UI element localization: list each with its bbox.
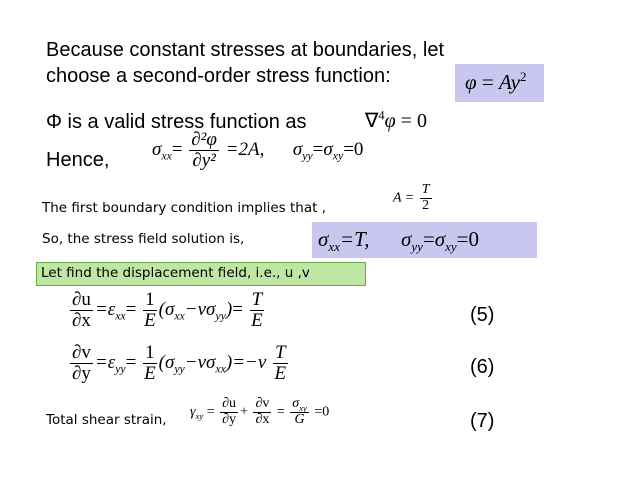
equation-7: $\gamma_{xy}$ = $\frac{\partial u}{\partial y}$ + $\frac{\partial v}{\partial x}$ = $\frac{\sigma_{xy}}{G}$ =0 [190,396,330,427]
valid-stress-text: Φ is a valid stress function as [46,111,307,133]
biharmonic-equation: ∇$^4$φ = 0 [365,108,427,132]
hence-label: Hence, [46,149,110,171]
shear-strain-label: Total shear strain, [46,412,167,428]
boundary-condition-equation: A = $\frac{T}{2}$ [393,182,430,213]
boundary-condition-text: The first boundary condition implies that , [42,200,326,216]
equation-6-number: (6) [470,356,495,378]
solution-equation: $\sigma_{xx}=T$, $\sigma_{yy}=\sigma_{xy}=0$ [318,227,479,255]
stress-function-formula: φ = Ay$^2$ [465,69,527,94]
hence-equation: $\sigma_{xx}=$ $\frac{\text{∂²φ}}{\text{∂y²}}$ =2A, $\sigma_{yy}=\sigma_{xy}=0$ [152,129,364,171]
displacement-label: Let find the displacement field, i.e., u ,v [41,265,310,281]
equation-5-number: (5) [470,304,495,326]
intro-line-1: Because constant stresses at boundaries, let [46,39,445,61]
equation-6: $\frac{\partial v}{\partial y}$ $=\varepsilon_{yy}=$ $\frac{1}{E}$ $(\sigma_{yy}-\nu\sigma_{xx})=-\nu$ $\frac{T}{E}$ [72,342,287,384]
equation-5: $\frac{\partial u}{\partial x}$ $=\varepsilon_{xx}=$ $\frac{1}{E}$ $(\sigma_{xx}-\nu\sigma_{yy})=$ $\frac{T}{E}$ [72,289,263,331]
solution-text: So, the stress field solution is, [42,231,245,247]
intro-line-2: choose a second-order stress function: [46,65,391,87]
equation-7-number: (7) [470,410,495,432]
